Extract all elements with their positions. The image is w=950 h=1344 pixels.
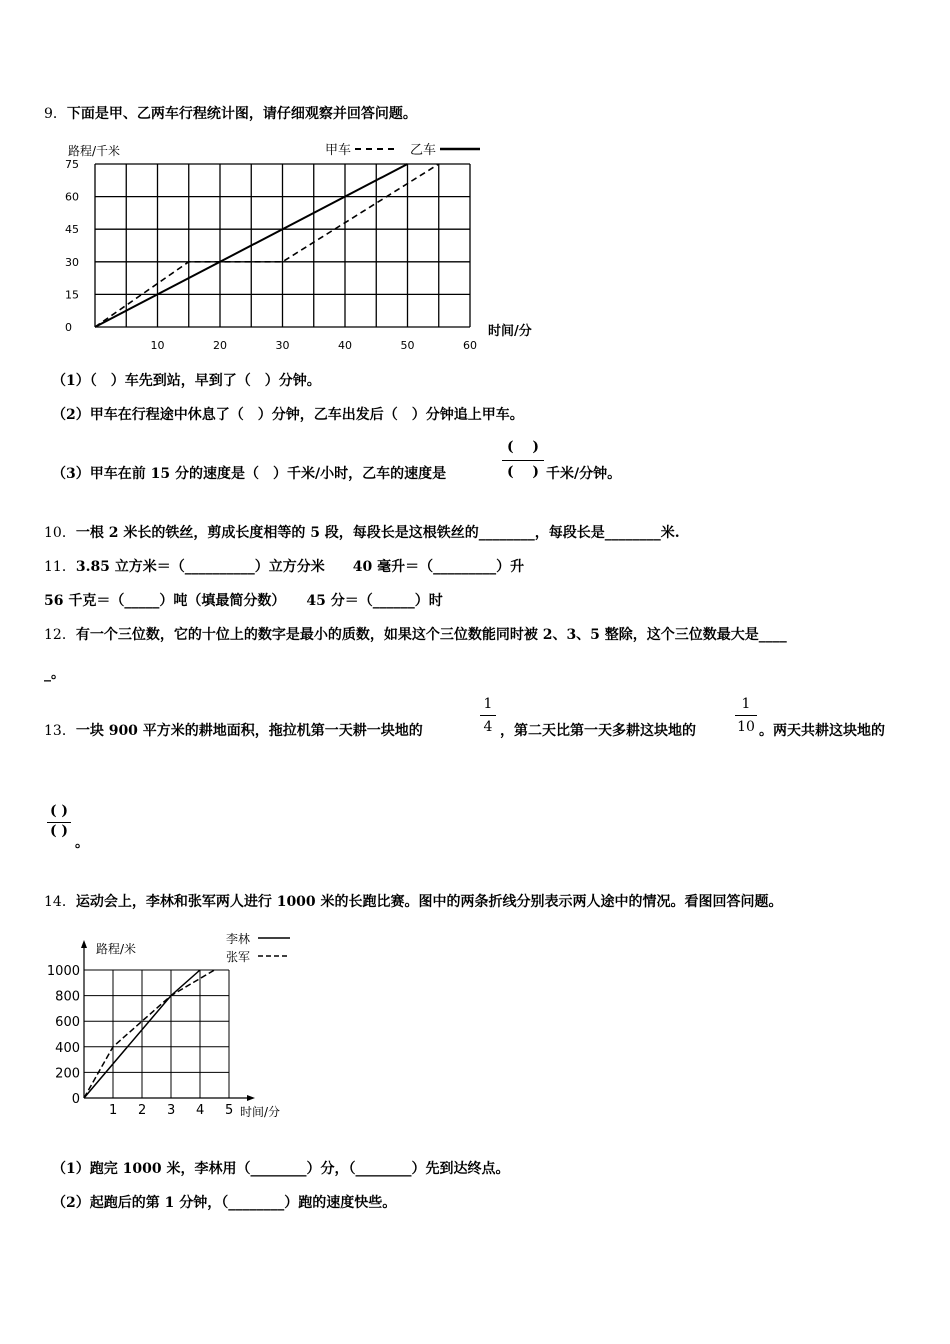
q13-part1: 13．一块 900 平方米的耕地面积，拖拉机第一天耕一块地的 — [44, 723, 423, 739]
race-chart — [40, 928, 300, 1128]
chart1-ytick-label: 15 — [65, 288, 79, 302]
chart2-xlabel: 时间/分 — [240, 1105, 281, 1119]
q12-line1: 12．有一个三位数，它的十位上的数字是最小的质数，如果这个三位数能同时被 2、3、5 整除，这个三位数最大是____ — [44, 627, 787, 643]
chart1-xtick-label: 40 — [338, 339, 352, 352]
chart1-ytick-label: 45 — [65, 223, 79, 237]
q13-part3: 。两天共耕这块地的 — [759, 723, 885, 739]
chart2-ytick-label: 400 — [55, 1040, 80, 1056]
chart2-xtick-label: 1 — [109, 1103, 118, 1118]
chart1-series-jia — [95, 164, 439, 327]
travel-chart — [40, 134, 540, 354]
q9-sub3-fraction: ( ) ( ) — [502, 436, 544, 481]
chart2-ylabel: 路程/米 — [96, 942, 137, 956]
chart2-xtick-label: 2 — [138, 1103, 147, 1118]
q9-sub3: （3）甲车在前 15 分的速度是（ ）千米/小时，乙车的速度是 — [52, 466, 447, 482]
chart1-xtick-label: 50 — [400, 339, 415, 352]
q14-sub2: （2）起跑后的第 1 分钟，（________）跑的速度快些。 — [52, 1195, 397, 1211]
q11-line1: 11．3.85 立方米＝（__________）立方分米 40 毫升＝（_________）升 — [44, 559, 525, 575]
q14-sub1: （1）跑完 1000 米，李林用（________）分，（________）先到达终点。 — [52, 1161, 510, 1177]
chart2-legend-zhangjun: 张军 — [226, 950, 251, 964]
chart2-xtick-label: 3 — [167, 1103, 176, 1118]
q9-number: 9． — [44, 106, 67, 122]
q10-text: 10．一根 2 米长的铁丝，剪成长度相等的 5 段，每段长是这根铁丝的________，每段长是________米. — [44, 525, 680, 541]
chart2-ytick-label: 1000 — [46, 964, 80, 979]
q13-part2: ，第二天比第一天多耕这块地的 — [500, 723, 696, 739]
chart1-ylabel: 路程/千米 — [68, 144, 121, 158]
q9-sub2: （2）甲车在行程途中休息了（ ）分钟，乙车出发后（ ）分钟追上甲车。 — [52, 407, 524, 423]
chart2-ytick-label: 600 — [55, 1015, 80, 1031]
chart1-ytick-label: 30 — [65, 255, 79, 269]
chart2-series-zhangjun — [84, 970, 215, 1098]
chart2-ytick-label: 200 — [55, 1066, 80, 1082]
chart2-y-axis-arrow — [81, 940, 87, 948]
chart2-legend-lilin: 李林 — [226, 932, 251, 946]
chart1-legend-jia: 甲车 — [325, 143, 352, 158]
chart1-xtick-label: 10 — [150, 339, 165, 352]
chart1-xtick-label: 30 — [275, 339, 290, 352]
chart2-ytick-label: 800 — [55, 989, 80, 1005]
q13-fraction-2: $\frac{1}{10}$ — [735, 696, 757, 735]
q9-stem: 9．下面是甲、乙两车行程统计图，请仔细观察并回答问题。 — [44, 106, 417, 122]
q14-stem: 14．运动会上，李林和张军两人进行 1000 米的长跑比赛。图中的两条折线分别表示两人途中的情况。看图回答问题。 — [44, 894, 783, 910]
q12-line2: _。 — [44, 666, 65, 682]
chart2-x-axis-arrow — [247, 1095, 255, 1101]
chart1-ytick-label: 75 — [65, 158, 79, 171]
q9-sub1: （1）（ ）车先到站，早到了（ ）分钟。 — [52, 373, 321, 389]
chart1-xlabel: 时间/分 — [488, 324, 532, 339]
q11-line2: 56 千克＝（_____）吨（填最简分数） 45 分＝（______）时 — [44, 593, 443, 609]
q13-answer-fraction: ( ) ( ) — [47, 803, 71, 839]
chart1-legend-yi: 乙车 — [410, 143, 437, 158]
chart2-ytick-label: 0 — [71, 1092, 80, 1107]
chart2-xtick-label: 5 — [225, 1103, 234, 1118]
chart1-ytick-label: 60 — [65, 190, 79, 204]
chart1-xtick-label: 20 — [213, 339, 227, 352]
q9-sub3-end: 千米/分钟。 — [546, 466, 622, 482]
chart1-ytick-label: 0 — [65, 321, 72, 334]
q13-end: 。 — [75, 835, 89, 851]
chart1-xtick-label: 60 — [463, 339, 477, 352]
q13-fraction-1: $\frac{1}{4}$ — [480, 696, 496, 735]
chart2-xtick-label: 4 — [196, 1103, 205, 1118]
